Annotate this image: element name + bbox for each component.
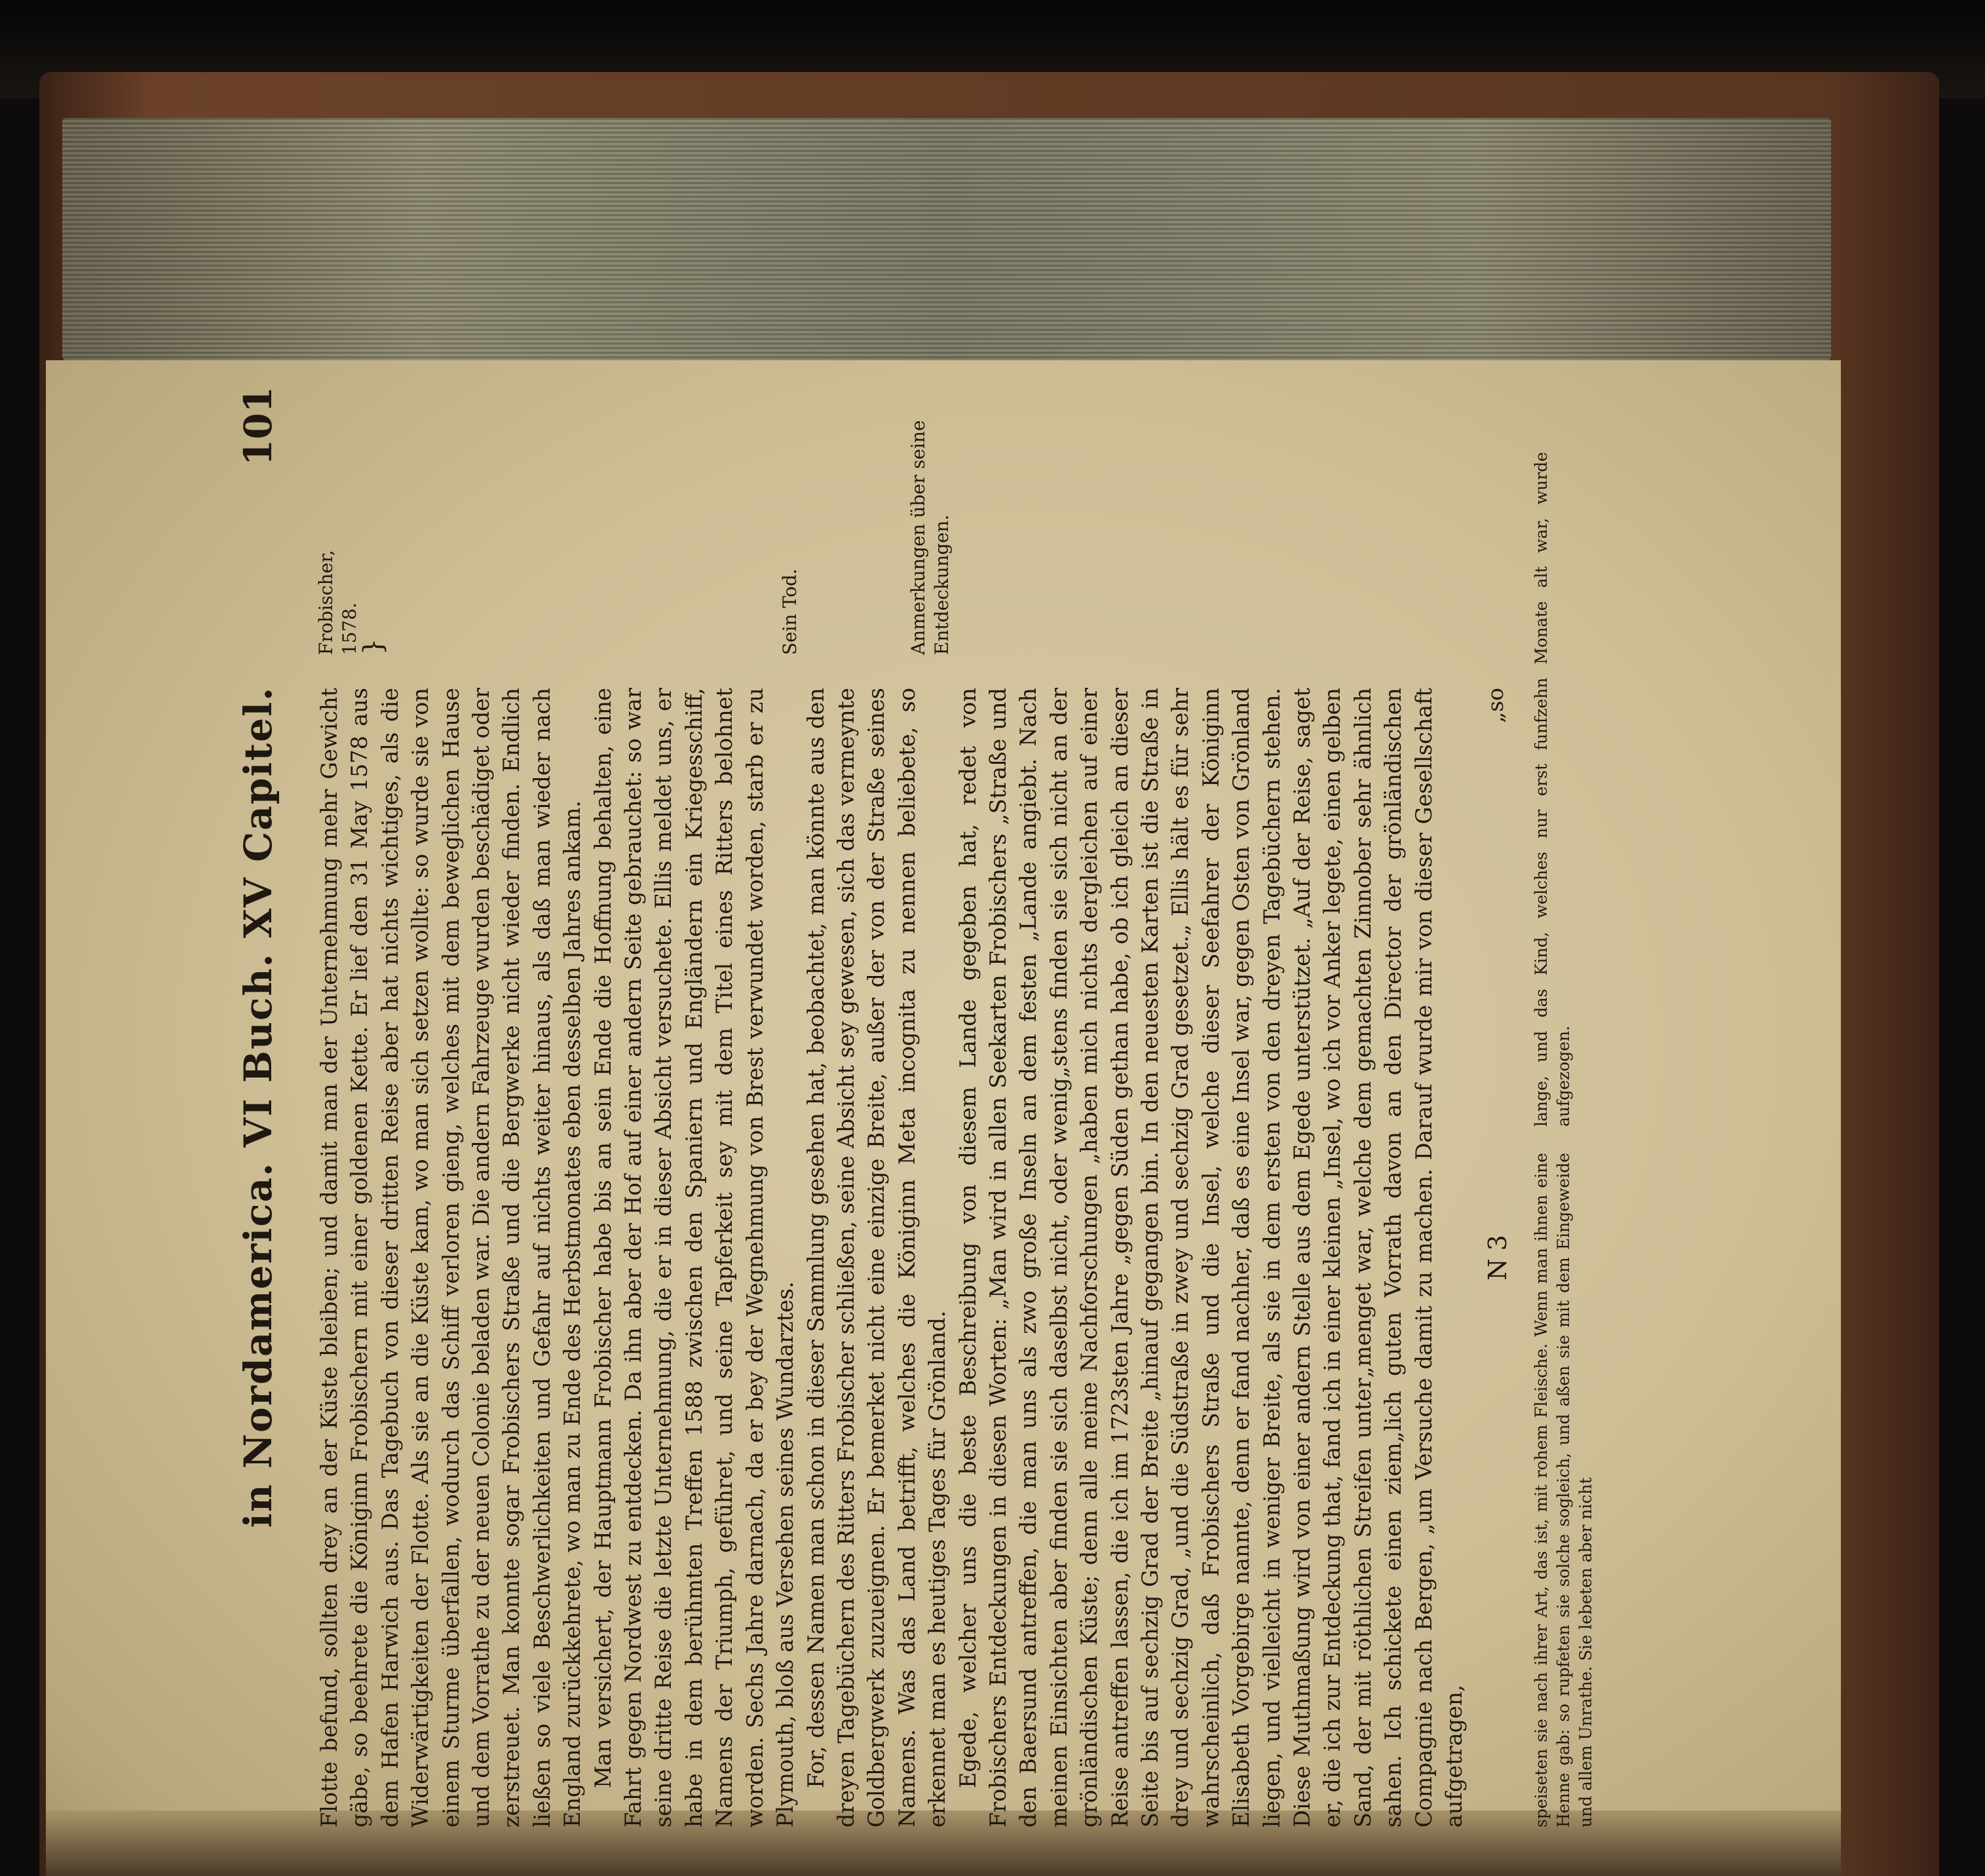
margin-notes — [314, 393, 1511, 655]
running-head — [236, 386, 314, 1828]
margin-note-death: Sein Tod. — [779, 569, 801, 655]
signature-mark: N 3 — [1483, 1235, 1513, 1281]
footnote-right-text: lange, und das Kind, welches nur erst funfzehn Monate alt war, wurde aufgezogen. — [1532, 452, 1574, 1127]
paragraph-4: Egede, welcher uns die beste Beschreibung von diesem Lande gegeben hat, redet von Frobischers Entdeckungen in diesen Worten: „Man wird in allen Seekarten Frobischers „Straße und den Baersund antreffen, die man uns als zwo große Inseln an dem festen „Lande angiebt. Nach meinen Einsichten aber finden sie sich daselbst nicht, oder wenig„stens finden sie sich nicht an der grönländischen Küste; denn alle meine Nachforschungen „haben mich nichts dergleichen auf einer Reise antreffen lassen, die ich im 1723sten Jahre „gegen Süden gethan habe, ob ich gleich an dieser Seite bis auf sechzig Grad der Breite „hinauf gegangen bin. In den neuesten Karten ist die Straße in drey und sechzig Grad, „und die Südstraße in zwey und sechzig Grad gesetzet.„ Ellis hält es für sehr wahrscheinlich, daß Frobischers Straße und die Insel, welche dieser Seefahrer der Königinn Elisabeth Vorgebirge nannte, denn er fand nachher, daß es eine Insel war, gegen Osten von Grönland liegen, und vielleicht in weniger Breite, als sie in dem ersten von den dreyen Tagebüchern stehen. Diese Muthmaßung wird von einer andern Stelle aus dem Egede unterstützet. „Auf der Reise, saget er, die ich zur Entdeckung that, fand ich in einer kleinen „Insel, wo ich vor Anker legete, einen gelben Sand, der mit röthlichen Streifen unter„menget war, welche dem gemachten Zinnober sehr ähnlich sahen. Ich schickete einen ziem„lich guten Vorrath davon an den Director der grönländischen Compagnie nach Bergen, „um Versuche damit zu machen. Darauf wurde mir von dieser Gesellschaft aufgetragen, — [955, 688, 1467, 1828]
margin-brace: } — [358, 638, 388, 655]
paragraph-1: Flotte befund, sollten drey an der Küste bleiben; und damit man der Unternehmung mehr Gewicht gäbe, so beehrete die Königinn Frobischern mit einer goldenen Kette. Er lief den 31 May 1578 aus dem Hafen Harwich aus. Das Tagebuch von dieser dritten Reise aber hat nichts wichtiges, als die Widerwärtigkeiten der Flotte. Als sie an die Küste kam, wo man sich setzen wollte: so wurde sie von einem Sturme überfallen, wodurch das Schiff verloren gieng, welches mit dem beweglichen Hause und dem Vorrathe zu der neuen Colonie beladen war. Die andern Fahrzeuge wurden beschädiget oder zerstreuet. Man konnte sogar Frobischers Straße und die Bergwerke nicht wieder finden. Endlich ließen so viele Beschwerlichkeiten und Gefahr auf nichts weiter hinaus, als daß man wieder nach England zurückkehrete, wo man zu Ende des Herbstmonates eben desselben Jahres ankam. — [316, 688, 586, 1828]
footnotes — [1530, 386, 1597, 1828]
rotated-text-block — [236, 386, 1596, 1828]
footnote-right — [1530, 452, 1597, 1127]
footnote-left-text: speiseten sie nach ihrer Art, das ist, mit rohem Fleische. Wenn man ihnen eine Henne gab: so rupfeten sie solche sogleich, und aßen sie mit dem Eingeweide und allem Unrathe. Sie lebeten aber nicht — [1532, 1153, 1596, 1828]
catchword: „so — [1482, 688, 1508, 723]
running-head-title: in Nordamerica. VI Buch. XV Capitel. — [236, 686, 280, 1528]
margin-note-year: 1578. — [339, 602, 360, 655]
body-text — [314, 688, 1511, 1828]
paragraph-3: For, dessen Namen man schon in dieser Sammlung gesehen hat, beobachtet, man könnte aus den dreyen Tagebüchern des Ritters Frobischer schließen, seine Absicht sey gewesen, sich das vermeynte Goldbergwerk zuzueignen. Er bemerket nicht eine einzige Breite, außer der von der Straße seines Namens. Was das Land betrifft, welches die Königinn Meta incognita zu nennen beliebete, so erkennet man es heutiges Tages für Grönland. — [803, 688, 951, 1828]
margin-note-frobisher — [314, 393, 388, 655]
margin-note-remarks: Anmerkungen über seine Entdeckungen. — [907, 420, 953, 655]
page-edges — [62, 118, 1831, 360]
margin-note-name: Frobischer, — [315, 550, 337, 655]
footnote-left — [1530, 1153, 1597, 1828]
text-columns — [314, 386, 1511, 1828]
page-number: 101 — [236, 386, 280, 466]
paragraph-2: Man versichert, der Hauptmann Frobischer habe bis an sein Ende die Hoffnung behalten, eine Fahrt gegen Nordwest zu entdecken. Da ihn aber der Hof auf einer andern Seite gebrauchet: so war seine dritte Reise die letzte Unternehmung, die er in dieser Absicht versuchete. Ellis meldet uns, er habe in dem berühmten Treffen 1588 zwischen den Spaniern und Engländern ein Kriegesschiff, Namens der Triumph, geführet, und seine Tapferkeit sey mit dem Titel eines Ritters belohnet worden. Sechs Jahre darnach, da er bey der Wegnehmung von Brest verwundet worden, starb er zu Plymouth, bloß aus Versehen seines Wundarztes. — [590, 688, 799, 1828]
